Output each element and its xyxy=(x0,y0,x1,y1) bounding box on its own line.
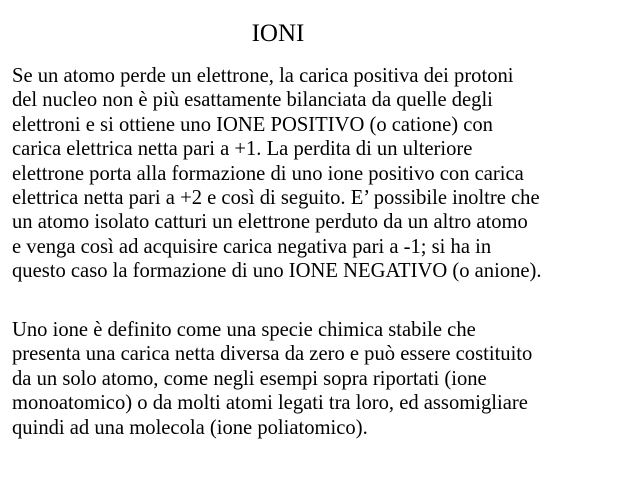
text-line: elettroni e si ottiene uno IONE POSITIVO (o catione) con xyxy=(12,113,493,136)
text-line: Se un atomo perde un elettrone, la carica positiva dei protoni xyxy=(12,65,514,87)
paragraph-ion-definition xyxy=(12,318,632,440)
text-line: Uno ione è definito come una specie chimica stabile che xyxy=(12,319,476,341)
text-line: presenta una carica netta diversa da zero e può essere costituito xyxy=(12,343,533,366)
text-line: del nucleo non è più esattamente bilanciata da quelle degli xyxy=(12,89,493,112)
text-line: un atomo isolato catturi un elettrone perduto da un altro atomo xyxy=(12,211,528,234)
text-line: questo caso la formazione di uno IONE NEGATIVO (o anione). xyxy=(12,260,542,283)
text-line: monoatomico) o da molti atomi legati tra loro, ed assomigliare xyxy=(12,392,528,415)
page-title: IONI xyxy=(251,20,305,47)
text-line: quindi ad una molecola (ione poliatomico). xyxy=(12,416,368,439)
text-line: carica elettrica netta pari a +1. La perdita di un ulteriore xyxy=(12,138,473,161)
text-line: da un solo atomo, come negli esempi sopra riportati (ione xyxy=(12,367,487,390)
paragraph-positive-negative-ions xyxy=(12,64,632,284)
text-line: e venga così ad acquisire carica negativa pari a -1; si ha in xyxy=(12,235,492,258)
text-line: elettrica netta pari a +2 e così di seguito. E’ possibile inoltre che xyxy=(12,187,540,210)
text-line: elettrone porta alla formazione di uno ione positivo con carica xyxy=(12,162,524,185)
